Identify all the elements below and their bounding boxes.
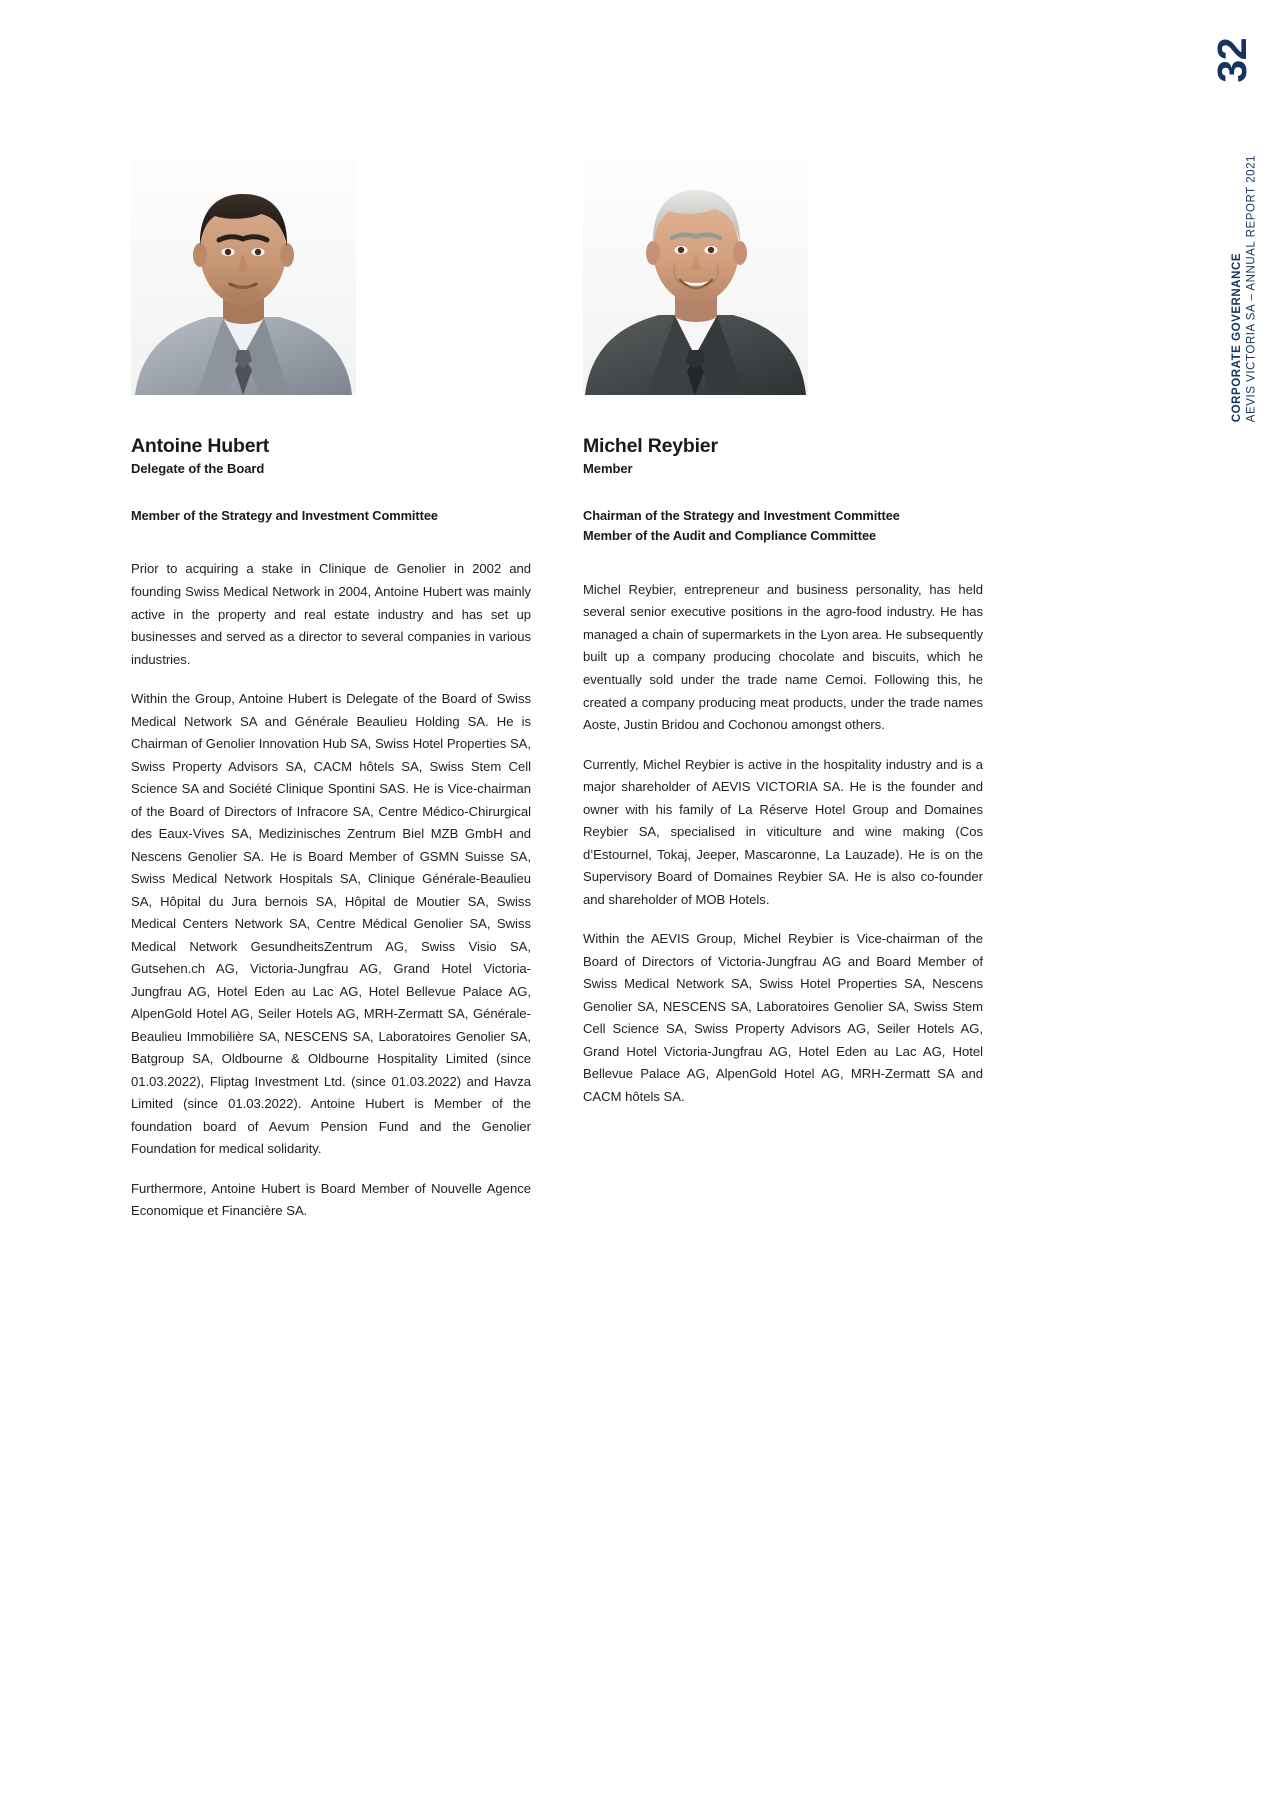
bio-paragraph: Within the AEVIS Group, Michel Reybier is Vice-chairman of the Board of Directors of Victoria-Jungfrau AG and Board Member of Swiss Medical Network SA, Swiss Hotel Properties SA, Nescens Genolier SA, NESCENS SA, Laboratoires Genolier SA, Swiss Stem Cell Science SA, Swiss Property Advisors AG, Seiler Hotels AG, Grand Hotel Victoria-Jungfrau AG, Hotel Eden au Lac AG, Hotel Bellevue Palace AG, AlpenGold Hotel AG, MRH-Zermatt SA and CACM hôtels SA. xyxy=(583,931,983,1104)
committee-item: Member of the Audit and Compliance Committee xyxy=(583,528,877,544)
committee-item: Chairman of the Strategy and Investment Committee xyxy=(583,508,900,523)
bio-paragraph: Michel Reybier, entrepreneur and business personality, has held several senior executive positions in the agro-food industry. He has managed a chain of supermarkets in the Lyon area. He subsequently built up a company producing chocolate and biscuits, which he eventually sold under the trade name Cemoi. Following this, he created a company producing meat products, under the trade names Aoste, Justin Bridou and Cochonou amongst others. xyxy=(583,581,983,733)
person-bio xyxy=(583,579,983,1108)
person-role: Delegate of the Board xyxy=(131,461,265,476)
person-name: Michel Reybier xyxy=(583,435,718,457)
page-number: 32 xyxy=(1209,38,1255,83)
bio-paragraph: Prior to acquiring a stake in Clinique de Genolier in 2002 and founding Swiss Medical Network in 2004, Antoine Hubert was mainly active in the property and real estate industry and has set up businesses and served as a director to several companies in various industries. xyxy=(131,561,531,667)
bio-paragraph: Within the Group, Antoine Hubert is Delegate of the Board of Swiss Medical Network SA and Générale Beaulieu Holding SA. He is Chairman of Genolier Innovation Hub SA, Swiss Hotel Properties SA, Swiss Property Advisors SA, CACM hôtels SA, Swiss Stem Cell Science SA and Société Clinique Spontini SAS. He is Vice-chairman of the Board of Directors of Infracore SA, Centre Médico-Chirurgical des Eaux-Vives SA, Medizinisches Zentrum Biel MZB GmbH and Nescens Genolier SA. He is Board Member of GSMN Suisse SA, Swiss Medical Network Hospitals SA, Clinique Générale-Beaulieu SA, Hôpital du Jura bernois SA, Hôpital de Moutier SA, Swiss Medical Centers Network SA, Centre Médical Genolier SA, Swiss Medical Network GesundheitsZentrum AG, Swiss Visio SA, Gutsehen.ch AG, Victoria-Jungfrau AG, Grand Hotel Victoria-Jungfrau AG, Hotel Eden au Lac AG, Hotel Bellevue Palace AG, AlpenGold Hotel AG, Seiler Hotels AG, MRH-Zermatt SA, Générale-Beaulieu Immobilière SA, NESCENS SA, Laboratoires Genolier SA, Batgroup SA, Oldbourne & Oldbourne Hospitality Limited (since 01.03.2022), Fliptag Investment Ltd. (since 01.03.2022) and Havza Limited (since 01.03.2022). Antoine Hubert is Member of the foundation board of Aevum Pension Fund and the Genolier Foundation for medical solidarity. xyxy=(131,691,531,1157)
rail-section-label: CORPORATE GOVERNANCE xyxy=(1231,252,1244,423)
person-role: Member xyxy=(583,461,633,476)
committee-list xyxy=(131,506,531,526)
rail-running-header xyxy=(1230,155,1259,422)
person-bio xyxy=(131,558,531,1222)
rail-report-label: AEVIS VICTORIA SA – ANNUAL REPORT 2021 xyxy=(1245,155,1258,423)
person-card-antoine-hubert xyxy=(131,160,531,1223)
committee-item: Member of the Strategy and Investment Committee xyxy=(131,508,438,523)
committee-list xyxy=(583,506,983,547)
bio-paragraph: Currently, Michel Reybier is active in the hospitality industry and is a major shareholder of AEVIS VICTORIA SA. He is the founder and owner with his family of La Réserve Hotel Group and Domaines Reybier SA, specialised in viticulture and wine making (Cos d’Estournel, Tokaj, Jeeper, Mascaronne, La Lauzade). He is on the Supervisory Board of Domaines Reybier SA. He is also co-founder and shareholder of MOB Hotels. xyxy=(583,756,983,907)
person-name: Antoine Hubert xyxy=(131,435,270,457)
person-card-michel-reybier xyxy=(583,160,983,1223)
bio-paragraph: Furthermore, Antoine Hubert is Board Member of Nouvelle Agence Economique et Financière SA. xyxy=(131,1180,531,1219)
page-rail xyxy=(1143,0,1273,1800)
bio-columns xyxy=(131,160,993,1223)
portrait-antoine-hubert xyxy=(131,160,356,395)
portrait-michel-reybier xyxy=(583,160,808,395)
